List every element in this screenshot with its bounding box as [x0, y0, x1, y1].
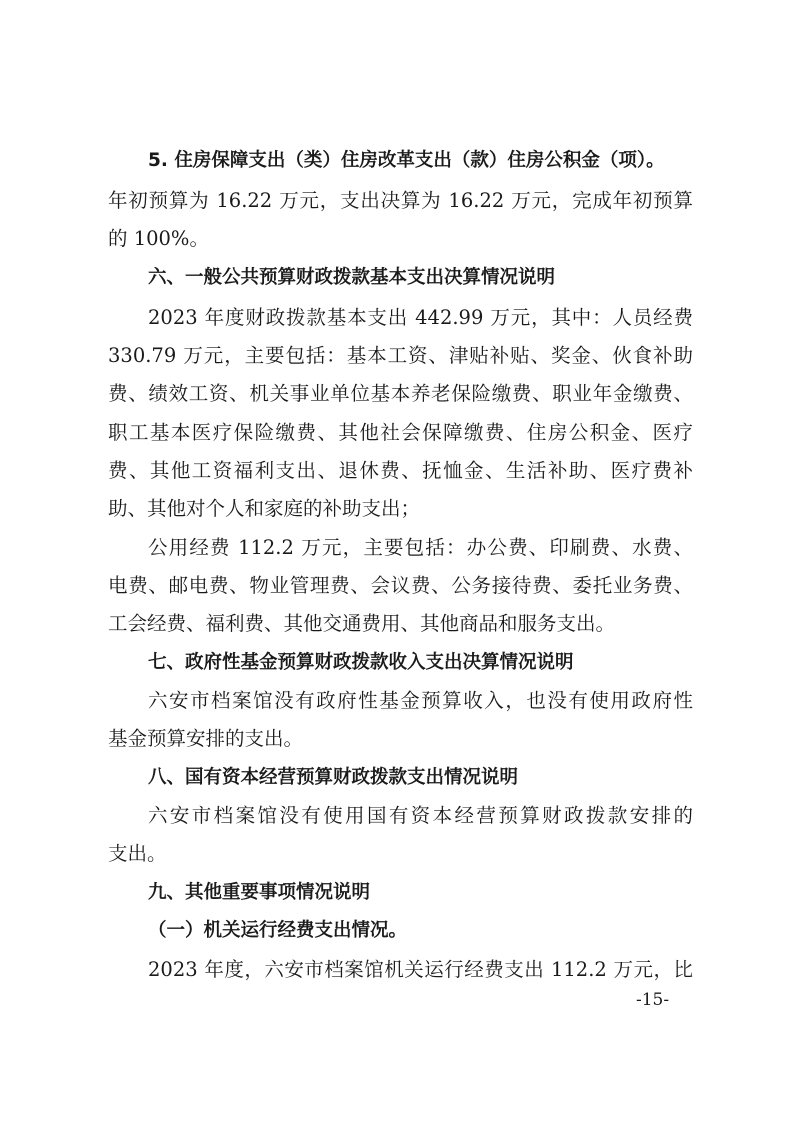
section-heading-7: 七、政府性基金预算财政拨款收入支出决算情况说明 [148, 652, 574, 673]
section-heading-9: 九、其他重要事项情况说明 [148, 882, 371, 903]
paragraph-line: 2023 年度，六安市档案馆机关运行经费支出 112.2 万元，比 [148, 958, 693, 981]
paragraph-line: 2023 年度财政拨款基本支出 442.99 万元，其中：人员经费 [148, 306, 693, 329]
subsection-heading-1: （一）机关运行经费支出情况。 [148, 920, 408, 941]
paragraph-line: 费、其他工资福利支出、退休费、抚恤金、生活补助、医疗费补 [108, 459, 693, 482]
section-heading-8: 八、国有资本经营预算财政拨款支出情况说明 [148, 767, 519, 788]
heading-housing-security: 5. 住房保障支出（类）住房改革支出（款）住房公积金（项）。 [148, 150, 665, 171]
paragraph-line: 年初预算为 16.22 万元，支出决算为 16.22 万元，完成年初预算 [108, 189, 693, 212]
paragraph-line: 电费、邮电费、物业管理费、会议费、公务接待费、委托业务费、 [108, 574, 693, 597]
paragraph-line: 公用经费 112.2 万元，主要包括：办公费、印刷费、水费、 [148, 536, 693, 559]
paragraph-line: 330.79 万元，主要包括：基本工资、津贴补贴、奖金、伙食补助 [108, 344, 693, 367]
paragraph-line: 六安市档案馆没有使用国有资本经营预算财政拨款安排的 [148, 804, 693, 827]
section-heading-6: 六、一般公共预算财政拨款基本支出决算情况说明 [148, 267, 556, 288]
paragraph-line: 基金预算安排的支出。 [108, 727, 304, 750]
paragraph-line: 助、其他对个人和家庭的补助支出； [108, 497, 421, 520]
paragraph-line: 职工基本医疗保险缴费、其他社会保障缴费、住房公积金、医疗 [108, 421, 693, 444]
paragraph-line: 六安市档案馆没有政府性基金预算收入，也没有使用政府性 [148, 689, 693, 712]
paragraph-line: 费、绩效工资、机关事业单位基本养老保险缴费、职业年金缴费、 [108, 382, 693, 405]
paragraph-line: 工会经费、福利费、其他交通费用、其他商品和服务支出。 [108, 612, 616, 635]
page-number: -15- [636, 990, 670, 1010]
paragraph-line: 支出。 [108, 842, 167, 865]
paragraph-line: 的 100%。 [108, 227, 209, 250]
